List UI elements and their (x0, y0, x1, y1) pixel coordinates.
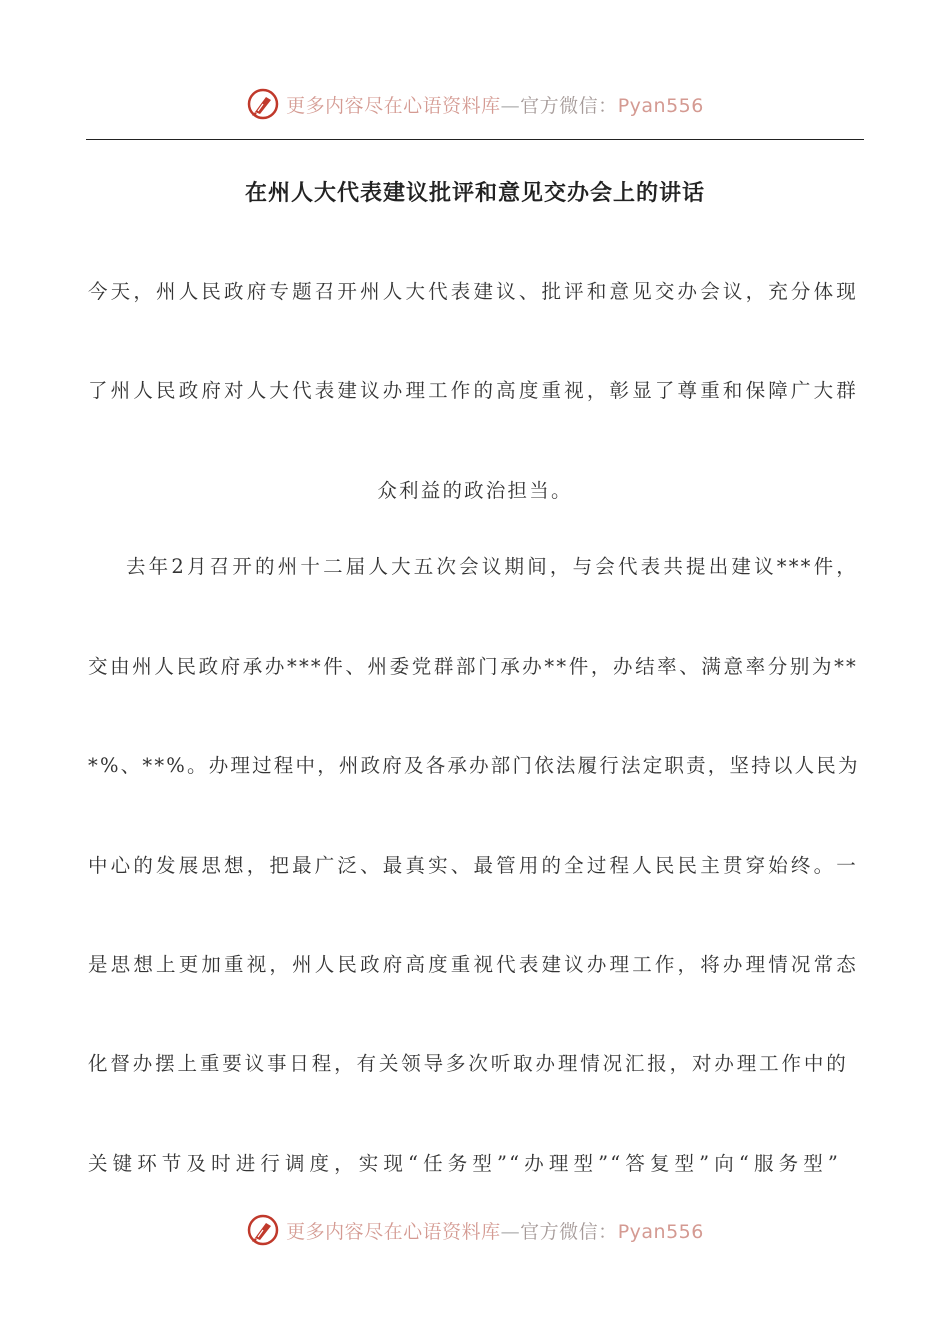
body-line: 中心的发展思想，把最广泛、最真实、最管用的全过程人民民主贯穿始终。一 (88, 854, 858, 877)
header-banner-text (286, 91, 704, 118)
document-title: 在州人大代表建议批评和意见交办会上的讲话 (244, 180, 705, 206)
body-line: 化督办摆上重要议事日程，有关领导多次听取办理情况汇报，对办理工作中的 (88, 1052, 848, 1075)
header-banner-account: Pyan556 (617, 94, 704, 117)
body-line: 关键环节及时进行调度，实现“任务型”“办理型”“答复型”向“服务型” (88, 1152, 840, 1175)
body-line: 今天，州人民政府专题召开州人大代表建议、批评和意见交办会议，充分体现 (88, 280, 858, 303)
body-line: 去年2月召开的州十二届人大五次会议期间，与会代表共提出建议***件， (126, 555, 858, 578)
body-line: 众利益的政治担当。 (377, 479, 573, 502)
footer-banner-account: Pyan556 (617, 1220, 704, 1243)
header-banner-main: 更多内容尽在心语资料库 (286, 94, 501, 117)
footer-banner-main: 更多内容尽在心语资料库 (286, 1220, 501, 1243)
body-line: 交由州人民政府承办***件、州委党群部门承办**件，办结率、满意率分别为** (88, 655, 858, 678)
body-line: 是思想上更加重视，州人民政府高度重视代表建议办理工作，将办理情况常态 (88, 953, 858, 976)
header-banner-dash: — (500, 94, 521, 117)
header-divider (86, 139, 864, 140)
pen-nib-logo-icon (246, 87, 280, 121)
header-banner-wechat: 官方微信： (520, 94, 618, 117)
pen-nib-logo-icon (246, 1213, 280, 1247)
footer-banner-dash: — (500, 1220, 521, 1243)
body-line: 了州人民政府对人大代表建议办理工作的高度重视，彰显了尊重和保障广大群 (88, 379, 858, 402)
footer-banner-text (286, 1217, 704, 1244)
header-banner (0, 84, 950, 124)
footer-banner-wechat: 官方微信： (520, 1220, 618, 1243)
body-line: *%、**%。办理过程中，州政府及各承办部门依法履行法定职责，坚持以人民为 (88, 754, 860, 777)
footer-banner (0, 1210, 950, 1250)
